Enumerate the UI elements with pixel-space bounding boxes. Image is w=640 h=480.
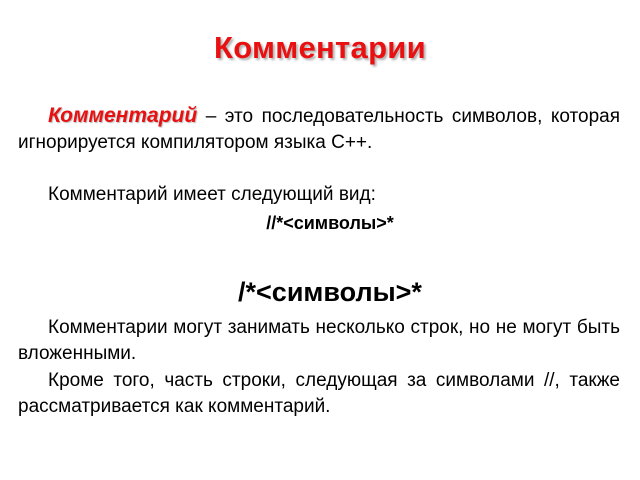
multiline-note-paragraph	[18, 315, 620, 367]
multiline-note-text: Комментарии могут занимать несколько строк, но не могут быть вложенными.	[18, 317, 620, 364]
form-intro-paragraph	[18, 182, 620, 208]
definition-term: Комментарий	[48, 104, 198, 127]
slide-title: Комментарии	[213, 30, 427, 65]
syntax-example-large: /*<символы>*	[238, 277, 422, 307]
definition-paragraph	[18, 103, 620, 156]
definition-text: – это последовательность символов, которая игнорируется компилятором языка С++.	[18, 106, 620, 153]
syntax-example-small: //*<символы>*	[266, 213, 394, 233]
form-intro-text: Комментарий имеет следующий вид:	[48, 184, 376, 205]
line-comment-paragraph	[18, 368, 620, 420]
line-comment-text: Кроме того, часть строки, следующая за символами //, также рассматривается как комментарий.	[18, 370, 620, 417]
